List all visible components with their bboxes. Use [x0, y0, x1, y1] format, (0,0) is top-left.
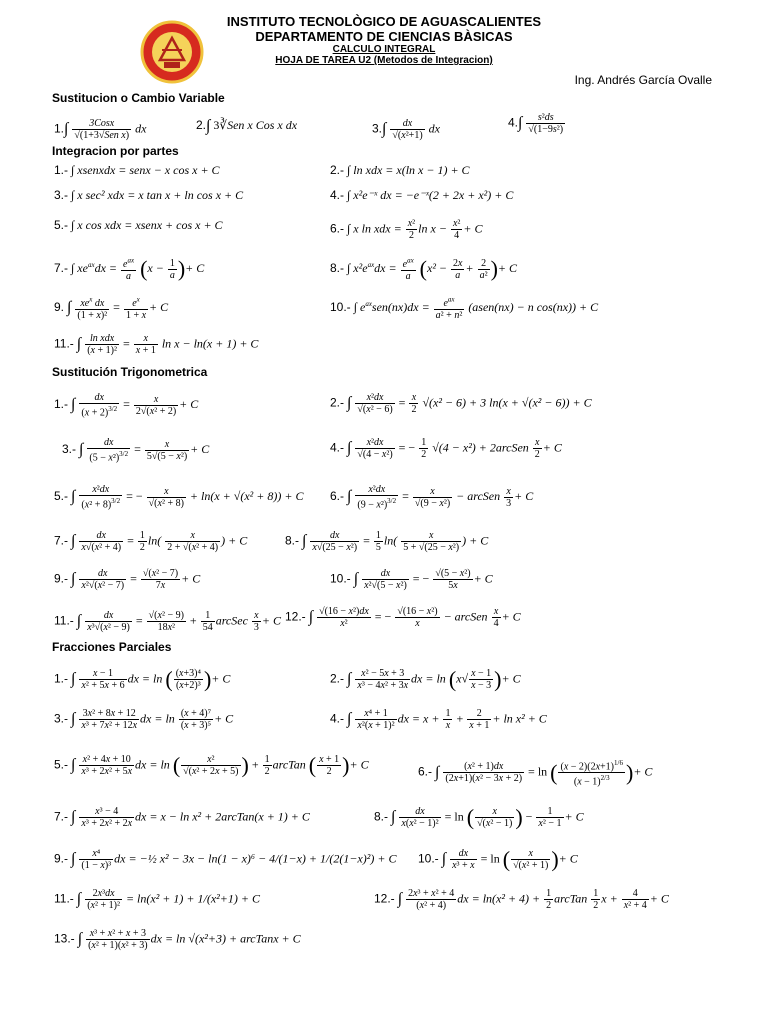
- problem-p5: 5.- ∫ x cos xdx = xsenx + cos x + C: [54, 218, 223, 232]
- problem-f11: 11.- ∫ $\frac{\text{2x³dx}}{\text{(x² + 1)²}}$ = ln(x² + 1) + 1/(x²+1) + C: [54, 888, 260, 911]
- problem-f8: 8.- ∫ $\frac{dx}{\text{x(x² − 1)²}}$ = ln ( $\frac{x}{\text{√(x² − 1)}}$ ) − $\frac{1}{\text{x² − 1}}$ + C: [374, 804, 584, 830]
- problem-t12: 12.- ∫ $\frac{\text{√(16 − x²)dx}}{\text{x²}}$ = − $\frac{\text{√(16 − x²)}}{x}$ − arcSen $\frac{x}{4}$ + C: [285, 606, 521, 629]
- problem-f2: 2.- ∫ $\frac{\text{x² − 5x + 3}}{\text{x³ − 4x² + 3x}}$ dx = ln (x√ $\frac{x - 1}{x - 3}$ )+ C: [330, 666, 521, 692]
- problem-t4: 4.- ∫ $\frac{\text{x²dx}}{\text{√(4 − x²)}}$ = − $\frac{1}{2}$ √(4 − x²) + 2arcSen $\frac{x}{2}$ + C: [330, 437, 562, 460]
- problem-f3: 3.- ∫ $\frac{\text{3x² + 8x + 12}}{\text{x³ + 7x² + 12x}}$ dx = ln $\frac{\text{(x + 4)⁷}}{\text{(x + 3)⁵}}$ + C: [54, 708, 234, 731]
- problem-p4: 4.- ∫ x²e⁻ˣ dx = −e⁻ˣ(2 + 2x + x²) + C: [330, 188, 514, 202]
- section-by-parts: Integracion por partes: [52, 144, 179, 158]
- problem-p2: 2.- ∫ ln xdx = x(ln x − 1) + C: [330, 163, 470, 177]
- problem-t2: 2.- ∫ $\frac{\text{x²dx}}{\text{√(x² − 6)}}$ = $\frac{x}{2}$ √(x² − 6) + 3 ln(x + √(x² − 6)) + C: [330, 392, 592, 415]
- problem-f12: 12.- ∫ $\frac{\text{2x³ + x² + 4}}{\text{(x² + 4)}}$ dx = ln(x² + 4) + $\frac{1}{2}$ arcTan $\frac{1}{2}$ x + $\frac{4}{\text{x² + 4}}$ + C: [374, 888, 669, 911]
- section-partial: Fracciones Parciales: [52, 640, 172, 654]
- problem-s1: 1.∫ $\frac{\text{3Cosx}}{\text{√(1+3√Sen x)}}$ dx: [54, 118, 147, 141]
- problem-f1: 1.- ∫ $\frac{x - 1}{\text{x² + 5x + 6}}$ dx = ln ( $\frac{\text{(x+3)⁴}}{\text{(x+2)³}}$ )+ C: [54, 666, 231, 692]
- problem-t5: 5.- ∫ $\frac{\text{x²dx}}{(x^2 + 8)^{3/2}}$ = − $\frac{x}{\text{√(x² + 8)}}$ + ln(x + √(x² + 8)) + C: [54, 484, 304, 511]
- problem-p6: 6.- ∫ x ln xdx = $\frac{\text{x²}}{2}$ ln x − $\frac{\text{x²}}{4}$ + C: [330, 218, 483, 241]
- department-name: DEPARTAMENTO DE CIENCIAS BÀSICAS: [255, 29, 513, 44]
- problem-p9: 9. ∫ $\frac{xe^x dx}{\text{(1 + x)²}}$ = $\frac{e^x}{1 + x}$ + C: [54, 296, 169, 322]
- problem-s4: 4.∫ $\frac{\text{s²ds}}{\text{√(1−9s²)}}$: [508, 112, 564, 135]
- sheet-title: HOJA DE TAREA U2 (Metodos de Integracion): [275, 55, 493, 66]
- problem-t8: 8.- ∫ $\frac{dx}{\text{x√(25 − x²)}}$ = $\frac{1}{5}$ ln( $\frac{x}{\text{5 + √(25 − x²)}}$ ) + C: [285, 530, 489, 553]
- problem-s2: 2.∫ 3∛Sen x Cos x dx: [196, 117, 298, 135]
- problem-f5: 5.- ∫ $\frac{\text{x² + 4x + 10}}{\text{x³ + 2x² + 5x}}$ dx = ln ( $\frac{\text{x²}}{\text{√(x² + 2x + 5)}}$ ) + $\frac{1}{2}$ arcTan ( $\frac{x + 1}{2}$ )+ C: [54, 752, 369, 778]
- problem-p10: 10.- ∫ $e^{ax}sen(nx)dx$ = $\frac{e^{ax}}{\text{a² + n²}}$ (asen(nx) − n cos(nx)) + C: [330, 296, 599, 322]
- problem-p11: 11.- ∫ $\frac{\text{ln xdx}}{\text{(x + 1)²}}$ = $\frac{x}{x + 1}$ ln x − ln(x + 1) + C: [54, 333, 259, 356]
- institute-name: INSTITUTO TECNOLÒGICO DE AGUASCALIENTES: [226, 14, 542, 29]
- problem-t1: 1.- ∫ $\frac{dx}{(x + 2)^{3/2}}$ = $\frac{x}{\text{2√(x² + 2)}}$ + C: [54, 392, 199, 419]
- problem-t9: 9.- ∫ $\frac{dx}{\text{x²√(x² − 7)}}$ = $\frac{\text{√(x² − 7)}}{7x}$ + C: [54, 568, 201, 591]
- problem-p3: 3.- ∫ x sec² xdx = x tan x + ln cos x + C: [54, 188, 244, 202]
- problem-p8: 8.- ∫ $x^2e^{ax}dx$ = $\frac{e^{ax}}{a}$ (x² − $\frac{2x}{a}$ + $\frac{2}{\text{a²}}$ )+ C: [330, 256, 518, 283]
- problem-t6: 6.- ∫ $\frac{\text{x²dx}}{(9 - x^2)^{3/2}}$ = $\frac{x}{\text{√(9 − x²)}}$ − arcSen $\frac{x}{3}$ + C: [330, 484, 534, 511]
- section-substitution: Sustitucion o Cambio Variable: [52, 91, 225, 105]
- problem-f7: 7.- ∫ $\frac{\text{x³ − 4}}{\text{x³ + 2x² + 2x}}$ dx = x − ln x² + 2arcTan(x + 1) + C: [54, 806, 310, 829]
- problem-t10: 10.- ∫ $\frac{dx}{\text{x²√(5 − x²)}}$ = − $\frac{\text{√(5 − x²)}}{5x}$ + C: [330, 568, 493, 591]
- problem-t3: 3.- ∫ $\frac{dx}{(5 - x^2)^{3/2}}$ = $\frac{x}{\text{5√(5 − x²)}}$ + C: [62, 437, 210, 464]
- problem-s3: 3.∫ $\frac{dx}{\text{√(x²+1)}}$ dx: [372, 118, 440, 141]
- author-name: Ing. Andrés García Ovalle: [574, 73, 712, 87]
- section-trig: Sustitución Trigonometrica: [52, 365, 208, 379]
- problem-t11: 11.- ∫ $\frac{dx}{\text{x³√(x² − 9)}}$ = $\frac{\text{√(x² − 9)}}{\text{18x²}}$ + $\frac{1}{54}$ arcSec $\frac{x}{3}$ + C: [54, 610, 282, 633]
- problem-p1: 1.- ∫ xsenxdx = senx − x cos x + C: [54, 163, 220, 177]
- problem-f13: 13.- ∫ $\frac{\text{x³ + x² + x + 3}}{\text{(x² + 1)(x² + 3)}}$ dx = ln √(x²+3) + arcTanx + C: [54, 928, 301, 951]
- problem-f9: 9.- ∫ $\frac{\text{x⁴}}{\text{(1 − x)³}}$ dx = −½ x² − 3x − ln(1 − x)⁶ − 4/(1−x) + 1/(2(1−x)²) + C: [54, 848, 397, 871]
- problem-f4: 4.- ∫ $\frac{\text{x⁴ + 1}}{\text{x²(x + 1)²}}$ dx = x + $\frac{1}{x}$ + $\frac{2}{x + 1}$ + ln x² + C: [330, 708, 547, 731]
- problem-f6: 6.- ∫ $\frac{\text{(x² + 1)dx}}{\text{(2x+1)(x² − 3x + 2)}}$ = ln ( $\frac{(x - 2)(2x+1)^{1/6}}{(x - 1)^{2/3}}$ )+ C: [418, 759, 653, 788]
- problem-t7: 7.- ∫ $\frac{dx}{\text{x√(x² + 4)}}$ = $\frac{1}{2}$ ln( $\frac{x}{\text{2 + √(x² + 4)}}$ ) + C: [54, 530, 248, 553]
- problem-f10: 10.- ∫ $\frac{dx}{\text{x³ + x}}$ = ln ( $\frac{x}{\text{√(x² + 1)}}$ )+ C: [418, 846, 578, 872]
- document-header: [0, 14, 768, 66]
- problem-p7: 7.- ∫ $xe^{ax}dx$ = $\frac{e^{ax}}{a}$ (x − $\frac{1}{a}$ )+ C: [54, 256, 205, 283]
- course-name: CALCULO INTEGRAL: [332, 44, 436, 55]
